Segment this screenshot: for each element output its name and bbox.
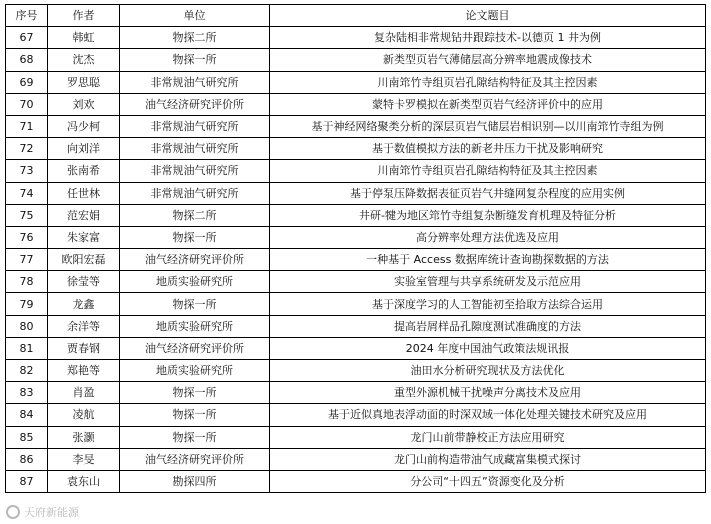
cell-index: 73: [6, 160, 48, 182]
cell-index: 85: [6, 426, 48, 448]
cell-author: 沈杰: [48, 49, 120, 71]
cell-index: 71: [6, 115, 48, 137]
table-row: [6, 49, 706, 71]
cell-unit: 非常规油气研究所: [120, 71, 270, 93]
cell-unit: 地质实验研究所: [120, 271, 270, 293]
cell-title: 基于停泵压降数据表征页岩气井缝网复杂程度的应用实例: [270, 182, 706, 204]
paper-list-table-container: [5, 4, 706, 493]
cell-author: 范宏娟: [48, 204, 120, 226]
cell-index: 77: [6, 249, 48, 271]
table-row: [6, 271, 706, 293]
cell-unit: 物探一所: [120, 382, 270, 404]
cell-author: 冯少柯: [48, 115, 120, 137]
cell-title: 油田水分析研究现状及方法优化: [270, 360, 706, 382]
cell-title: 分公司“十四五”资源变化及分析: [270, 470, 706, 492]
cell-index: 86: [6, 448, 48, 470]
cell-title: 龙门山前构造带油气成藏富集模式探讨: [270, 448, 706, 470]
cell-title: 复杂陆相非常规钻井跟踪技术-以德页 1 井为例: [270, 27, 706, 49]
cell-unit: 油气经济研究评价所: [120, 249, 270, 271]
table-row: [6, 71, 706, 93]
cell-unit: 物探一所: [120, 293, 270, 315]
cell-author: 张灏: [48, 426, 120, 448]
header-index: 序号: [6, 5, 48, 27]
table-header-row: [6, 5, 706, 27]
table-row: [6, 470, 706, 492]
cell-unit: 非常规油气研究所: [120, 160, 270, 182]
cell-title: 实验室管理与共享系统研发及示范应用: [270, 271, 706, 293]
cell-author: 欧阳宏磊: [48, 249, 120, 271]
cell-index: 76: [6, 226, 48, 248]
table-row: [6, 27, 706, 49]
cell-index: 68: [6, 49, 48, 71]
cell-title: 2024 年度中国油气政策法规讯报: [270, 337, 706, 359]
cell-title: 提高岩屑样品孔隙度测试准确度的方法: [270, 315, 706, 337]
cell-unit: 物探一所: [120, 49, 270, 71]
cell-author: 向刘洋: [48, 138, 120, 160]
cell-index: 72: [6, 138, 48, 160]
table-row: [6, 426, 706, 448]
cell-unit: 地质实验研究所: [120, 360, 270, 382]
table-row: [6, 293, 706, 315]
table-row: [6, 138, 706, 160]
table-row: [6, 337, 706, 359]
cell-unit: 油气经济研究评价所: [120, 448, 270, 470]
cell-index: 74: [6, 182, 48, 204]
cell-unit: 勘探四所: [120, 470, 270, 492]
cell-title: 高分辨率处理方法优选及应用: [270, 226, 706, 248]
table-row: [6, 404, 706, 426]
cell-author: 龙鑫: [48, 293, 120, 315]
cell-author: 凌航: [48, 404, 120, 426]
cell-index: 70: [6, 93, 48, 115]
cell-index: 82: [6, 360, 48, 382]
cell-unit: 非常规油气研究所: [120, 138, 270, 160]
cell-unit: 物探一所: [120, 226, 270, 248]
cell-unit: 油气经济研究评价所: [120, 93, 270, 115]
watermark: [6, 504, 79, 520]
cell-unit: 物探一所: [120, 404, 270, 426]
cell-index: 87: [6, 470, 48, 492]
cell-title: 一种基于 Access 数据库统计查询勘探数据的方法: [270, 249, 706, 271]
cell-author: 贾春钢: [48, 337, 120, 359]
cell-title: 新类型页岩气薄储层高分辨率地震成像技术: [270, 49, 706, 71]
cell-author: 郑艳等: [48, 360, 120, 382]
cell-index: 81: [6, 337, 48, 359]
cell-unit: 地质实验研究所: [120, 315, 270, 337]
cell-title: 井研-犍为地区筇竹寺组复杂断缝发育机理及特征分析: [270, 204, 706, 226]
cell-index: 84: [6, 404, 48, 426]
cell-author: 韩虹: [48, 27, 120, 49]
table-row: [6, 382, 706, 404]
cell-index: 67: [6, 27, 48, 49]
cell-unit: 非常规油气研究所: [120, 115, 270, 137]
header-title: 论文题目: [270, 5, 706, 27]
cell-author: 罗思聪: [48, 71, 120, 93]
table-row: [6, 93, 706, 115]
cell-unit: 物探二所: [120, 27, 270, 49]
cell-author: 余洋等: [48, 315, 120, 337]
cell-index: 78: [6, 271, 48, 293]
header-author: 作者: [48, 5, 120, 27]
table-row: [6, 204, 706, 226]
cell-unit: 非常规油气研究所: [120, 182, 270, 204]
watermark-text: 天府新能源: [24, 506, 79, 519]
table-row: [6, 360, 706, 382]
cell-index: 83: [6, 382, 48, 404]
table-row: [6, 249, 706, 271]
cell-index: 75: [6, 204, 48, 226]
watermark-logo-icon: [6, 505, 20, 519]
table-row: [6, 182, 706, 204]
table-row: [6, 226, 706, 248]
cell-unit: 物探二所: [120, 204, 270, 226]
paper-list-table: [5, 4, 706, 493]
cell-title: 龙门山前带静校正方法应用研究: [270, 426, 706, 448]
table-row: [6, 315, 706, 337]
cell-title: 基于近似真地表浮动面的时深双域一体化处理关键技术研究及应用: [270, 404, 706, 426]
table-row: [6, 160, 706, 182]
cell-author: 袁东山: [48, 470, 120, 492]
cell-unit: 物探一所: [120, 426, 270, 448]
cell-title: 基于神经网络聚类分析的深层页岩气储层岩相识别—以川南筇竹寺组为例: [270, 115, 706, 137]
cell-index: 69: [6, 71, 48, 93]
cell-title: 川南筇竹寺组页岩孔隙结构特征及其主控因素: [270, 160, 706, 182]
cell-author: 任世林: [48, 182, 120, 204]
cell-title: 基于数值模拟方法的新老井压力干扰及影响研究: [270, 138, 706, 160]
cell-title: 基于深度学习的人工智能初至拾取方法综合运用: [270, 293, 706, 315]
cell-author: 肖盈: [48, 382, 120, 404]
cell-title: 川南筇竹寺组页岩孔隙结构特征及其主控因素: [270, 71, 706, 93]
cell-index: 80: [6, 315, 48, 337]
table-row: [6, 448, 706, 470]
cell-author: 朱家富: [48, 226, 120, 248]
table-row: [6, 115, 706, 137]
cell-author: 徐莹等: [48, 271, 120, 293]
cell-index: 79: [6, 293, 48, 315]
cell-title: 蒙特卡罗模拟在新类型页岩气经济评价中的应用: [270, 93, 706, 115]
cell-unit: 油气经济研究评价所: [120, 337, 270, 359]
header-unit: 单位: [120, 5, 270, 27]
cell-author: 张南希: [48, 160, 120, 182]
cell-author: 刘欢: [48, 93, 120, 115]
cell-title: 重型外源机械干扰噪声分离技术及应用: [270, 382, 706, 404]
cell-author: 李旻: [48, 448, 120, 470]
